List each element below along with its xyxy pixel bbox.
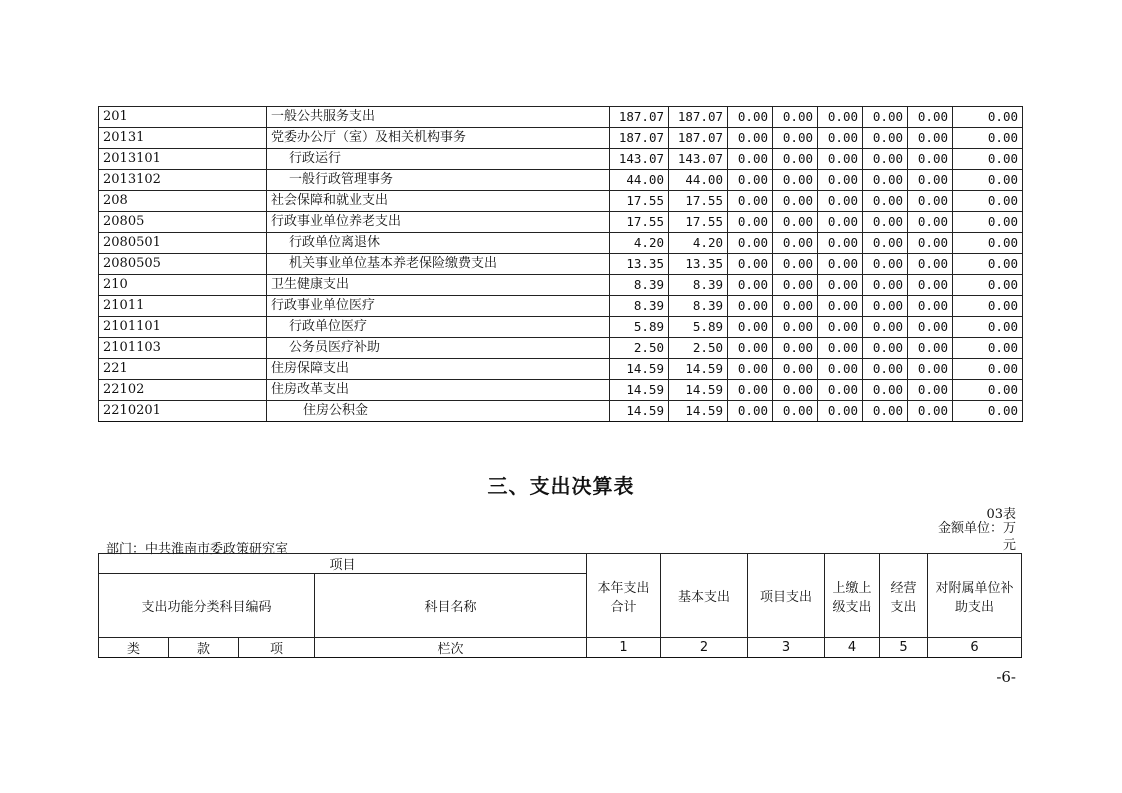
table-row (99, 380, 1023, 401)
row-value: 187.07 (669, 107, 728, 128)
row-value: 0.00 (863, 317, 908, 338)
row-value: 44.00 (610, 170, 669, 191)
row-value: 0.00 (818, 275, 863, 296)
expenditure-header-table (98, 553, 1022, 658)
row-name: 公务员医疗补助 (267, 338, 610, 359)
row-code: 2210201 (99, 401, 267, 422)
row-value: 0.00 (728, 359, 773, 380)
header-total-line2: 合计 (610, 599, 637, 615)
row-value: 0.00 (728, 107, 773, 128)
table-row (99, 128, 1023, 149)
col-num-6: 6 (928, 638, 1022, 658)
row-value: 0.00 (728, 317, 773, 338)
row-value: 0.00 (773, 401, 818, 422)
row-name: 行政事业单位医疗 (267, 296, 610, 317)
row-value: 14.59 (610, 401, 669, 422)
row-value: 0.00 (863, 359, 908, 380)
row-value: 0.00 (818, 149, 863, 170)
row-value: 0.00 (908, 275, 953, 296)
row-value: 0.00 (863, 149, 908, 170)
row-value: 0.00 (953, 107, 1023, 128)
row-value: 0.00 (863, 275, 908, 296)
row-value: 0.00 (818, 128, 863, 149)
row-value: 0.00 (773, 212, 818, 233)
row-code: 2080505 (99, 254, 267, 275)
row-value: 0.00 (728, 254, 773, 275)
table-row (99, 401, 1023, 422)
amount-unit (896, 520, 1016, 554)
row-value: 0.00 (863, 401, 908, 422)
table-number: 03表 (986, 507, 1016, 522)
row-value: 0.00 (773, 233, 818, 254)
row-value: 0.00 (728, 401, 773, 422)
row-value: 0.00 (953, 149, 1023, 170)
row-value: 0.00 (908, 254, 953, 275)
row-code: 22102 (99, 380, 267, 401)
section-title: 三、支出决算表 (487, 474, 635, 498)
header-business-line2: 支出 (890, 599, 917, 615)
row-value: 0.00 (773, 149, 818, 170)
row-value: 14.59 (669, 380, 728, 401)
row-value: 0.00 (773, 191, 818, 212)
row-code: 210 (99, 275, 267, 296)
row-value: 0.00 (728, 296, 773, 317)
row-value: 0.00 (818, 254, 863, 275)
row-value: 0.00 (908, 338, 953, 359)
col-num-1: 1 (587, 638, 661, 658)
row-value: 0.00 (818, 338, 863, 359)
row-value: 0.00 (953, 296, 1023, 317)
row-value: 0.00 (818, 359, 863, 380)
row-code: 208 (99, 191, 267, 212)
row-value: 0.00 (908, 107, 953, 128)
row-value: 0.00 (773, 359, 818, 380)
header-total (587, 554, 661, 638)
row-name: 行政单位离退休 (267, 233, 610, 254)
header-total-line1: 本年支出 (597, 580, 650, 596)
row-value: 5.89 (610, 317, 669, 338)
row-value: 0.00 (728, 338, 773, 359)
row-name: 机关事业单位基本养老保险缴费支出 (267, 254, 610, 275)
page-number: -6- (996, 668, 1016, 686)
row-value: 0.00 (773, 338, 818, 359)
header-upper-line1: 上缴上 (832, 580, 872, 596)
table-row (99, 149, 1023, 170)
table-row (99, 359, 1023, 380)
row-value: 0.00 (908, 401, 953, 422)
row-value: 44.00 (669, 170, 728, 191)
row-value: 0.00 (818, 401, 863, 422)
row-value: 0.00 (908, 149, 953, 170)
row-value: 0.00 (863, 380, 908, 401)
row-value: 0.00 (728, 128, 773, 149)
table-row (99, 170, 1023, 191)
row-value: 0.00 (953, 359, 1023, 380)
row-value: 4.20 (610, 233, 669, 254)
header-business (880, 554, 928, 638)
row-value: 0.00 (953, 233, 1023, 254)
row-value: 0.00 (953, 191, 1023, 212)
row-value: 0.00 (863, 170, 908, 191)
row-value: 8.39 (669, 275, 728, 296)
row-value: 2.50 (669, 338, 728, 359)
row-value: 0.00 (773, 254, 818, 275)
row-value: 0.00 (818, 191, 863, 212)
row-value: 0.00 (863, 107, 908, 128)
header-project: 项目 (99, 554, 587, 574)
row-name: 行政事业单位养老支出 (267, 212, 610, 233)
row-value: 14.59 (610, 380, 669, 401)
row-value: 143.07 (610, 149, 669, 170)
row-value: 0.00 (773, 170, 818, 191)
row-value: 4.20 (669, 233, 728, 254)
col-num-2: 2 (661, 638, 748, 658)
row-value: 0.00 (908, 317, 953, 338)
row-value: 0.00 (953, 170, 1023, 191)
row-value: 0.00 (818, 296, 863, 317)
row-value: 0.00 (908, 380, 953, 401)
row-value: 17.55 (669, 212, 728, 233)
row-value: 187.07 (669, 128, 728, 149)
header-upper-line2: 级支出 (832, 599, 872, 615)
table-row (99, 317, 1023, 338)
row-value: 0.00 (863, 296, 908, 317)
row-value: 187.07 (610, 128, 669, 149)
row-value: 0.00 (728, 275, 773, 296)
row-value: 143.07 (669, 149, 728, 170)
header-code-group: 支出功能分类科目编码 (99, 574, 315, 638)
table-row (99, 296, 1023, 317)
row-name: 住房保障支出 (267, 359, 610, 380)
row-value: 0.00 (953, 338, 1023, 359)
row-value: 0.00 (818, 170, 863, 191)
header-name-col: 科目名称 (315, 574, 587, 638)
row-value: 5.89 (669, 317, 728, 338)
row-value: 0.00 (773, 107, 818, 128)
row-value: 14.59 (669, 401, 728, 422)
row-value: 13.35 (610, 254, 669, 275)
amount-unit-line1: 金额单位：万 (937, 521, 1016, 536)
header-business-line1: 经营 (890, 580, 917, 596)
row-value: 0.00 (773, 296, 818, 317)
header-lanci: 栏次 (315, 638, 587, 658)
table-row (99, 107, 1023, 128)
table-row (99, 233, 1023, 254)
col-num-4: 4 (825, 638, 880, 658)
expenditure-detail-table (98, 106, 1023, 422)
table-row (99, 254, 1023, 275)
row-code: 20805 (99, 212, 267, 233)
row-name: 一般公共服务支出 (267, 107, 610, 128)
row-code: 221 (99, 359, 267, 380)
row-value: 0.00 (728, 380, 773, 401)
row-value: 0.00 (863, 128, 908, 149)
row-code: 20131 (99, 128, 267, 149)
row-value: 0.00 (818, 317, 863, 338)
header-xiang: 项 (239, 638, 315, 658)
header-subsidy (928, 554, 1022, 638)
row-value: 14.59 (610, 359, 669, 380)
row-value: 0.00 (908, 359, 953, 380)
row-name: 卫生健康支出 (267, 275, 610, 296)
department-label: 部门：中共淮南市委政策研究室 (106, 542, 289, 557)
table-row (99, 338, 1023, 359)
header-basic: 基本支出 (661, 554, 748, 638)
row-value: 0.00 (818, 233, 863, 254)
row-code: 2101101 (99, 317, 267, 338)
row-code: 2101103 (99, 338, 267, 359)
row-value: 0.00 (818, 107, 863, 128)
table-body (99, 107, 1023, 422)
header-upper (825, 554, 880, 638)
row-value: 0.00 (773, 380, 818, 401)
row-name: 社会保障和就业支出 (267, 191, 610, 212)
row-name: 行政运行 (267, 149, 610, 170)
row-value: 0.00 (728, 170, 773, 191)
row-value: 17.55 (610, 191, 669, 212)
row-code: 2013102 (99, 170, 267, 191)
header-lei: 类 (99, 638, 169, 658)
row-value: 0.00 (728, 212, 773, 233)
row-value: 0.00 (863, 338, 908, 359)
row-name: 住房公积金 (267, 401, 610, 422)
row-value: 17.55 (669, 191, 728, 212)
col-num-3: 3 (748, 638, 825, 658)
table-row (99, 212, 1023, 233)
row-value: 0.00 (953, 128, 1023, 149)
row-value: 0.00 (953, 317, 1023, 338)
row-code: 21011 (99, 296, 267, 317)
col-num-5: 5 (880, 638, 928, 658)
table-row (99, 275, 1023, 296)
row-value: 0.00 (908, 170, 953, 191)
table-row (99, 191, 1023, 212)
row-value: 0.00 (863, 254, 908, 275)
row-value: 187.07 (610, 107, 669, 128)
row-value: 0.00 (863, 212, 908, 233)
row-value: 8.39 (610, 275, 669, 296)
header-subsidy-line2: 助支出 (954, 599, 994, 615)
row-value: 0.00 (908, 296, 953, 317)
row-value: 8.39 (669, 296, 728, 317)
row-value: 0.00 (953, 254, 1023, 275)
row-value: 0.00 (908, 212, 953, 233)
row-value: 8.39 (610, 296, 669, 317)
row-value: 17.55 (610, 212, 669, 233)
row-name: 一般行政管理事务 (267, 170, 610, 191)
row-value: 0.00 (773, 317, 818, 338)
row-value: 0.00 (908, 233, 953, 254)
row-value: 0.00 (728, 149, 773, 170)
row-value: 0.00 (908, 128, 953, 149)
header-subsidy-line1: 对附属单位补 (935, 580, 1014, 596)
row-value: 0.00 (863, 191, 908, 212)
header-kuan: 款 (169, 638, 239, 658)
row-name: 党委办公厅（室）及相关机构事务 (267, 128, 610, 149)
row-value: 2.50 (610, 338, 669, 359)
row-value: 0.00 (818, 212, 863, 233)
row-value: 0.00 (953, 401, 1023, 422)
row-code: 2013101 (99, 149, 267, 170)
row-value: 0.00 (863, 233, 908, 254)
row-code: 201 (99, 107, 267, 128)
row-value: 0.00 (728, 191, 773, 212)
amount-unit-line2: 元 (1002, 538, 1016, 553)
row-value: 0.00 (773, 128, 818, 149)
row-value: 0.00 (728, 233, 773, 254)
row-value: 0.00 (953, 275, 1023, 296)
row-value: 0.00 (773, 275, 818, 296)
row-value: 13.35 (669, 254, 728, 275)
row-name: 住房改革支出 (267, 380, 610, 401)
header-project-exp: 项目支出 (748, 554, 825, 638)
row-code: 2080501 (99, 233, 267, 254)
row-value: 0.00 (908, 191, 953, 212)
row-value: 0.00 (818, 380, 863, 401)
row-value: 14.59 (669, 359, 728, 380)
row-value: 0.00 (953, 380, 1023, 401)
row-name: 行政单位医疗 (267, 317, 610, 338)
row-value: 0.00 (953, 212, 1023, 233)
